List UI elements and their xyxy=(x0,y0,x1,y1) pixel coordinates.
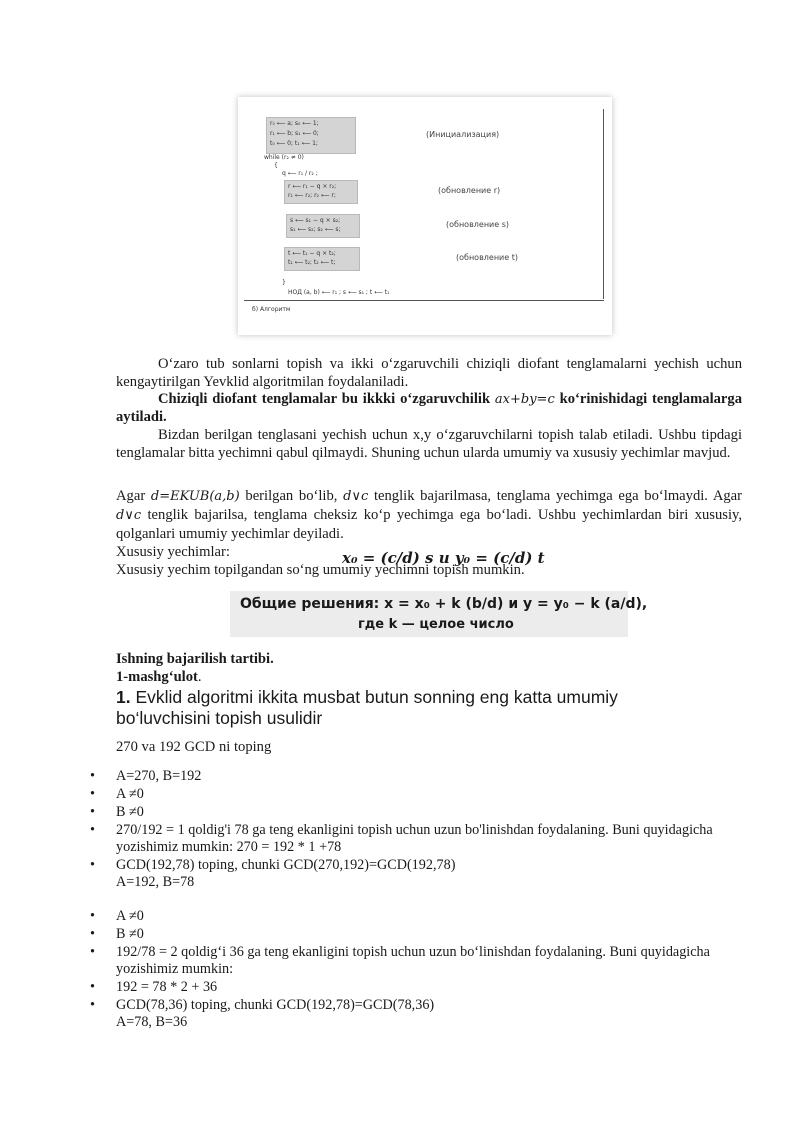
list-item xyxy=(90,926,730,943)
exercise-heading-dot: . xyxy=(197,669,202,685)
brace-open: { xyxy=(274,162,278,169)
list-item xyxy=(90,997,730,1031)
condition-text-c: tenglik bajarilmasa, tenglama yechimga ega bo‘lmaydi. Agar xyxy=(373,488,743,504)
step-result: A=78, B=36 xyxy=(116,1014,188,1030)
bullet: • xyxy=(90,804,95,820)
general-equation: Общие решения: x = x₀ + k (b/d) и y = y₀ − k (a/d), xyxy=(240,596,648,612)
init-row-2: r₁ ⟵ b; s₁ ⟵ 0; xyxy=(270,130,319,137)
task-line: 270 va 192 GCD ni toping xyxy=(116,739,272,755)
bullet: • xyxy=(90,926,95,942)
list-item xyxy=(90,857,730,891)
definition-text-b: ko‘rinishidagi tenglamalarga aytiladi. xyxy=(116,391,742,425)
r-line-2: r₁ ⟵ r₂; r₂ ⟵ r; xyxy=(288,192,336,199)
result-line: НОД (a, b) ⟵ r₁ ; s ⟵ s₁ ; t ⟵ t₁ xyxy=(288,289,390,296)
init-row-1: r₀ ⟵ a; s₀ ⟵ 1; xyxy=(270,120,319,127)
step-text: GCD(192,78) toping, chunki GCD(270,192)=GCD(192,78) xyxy=(116,857,456,873)
list-item xyxy=(90,979,730,996)
step-text: 270/192 = 1 qoldig'i 78 ga teng ekanligini topish uchun uzun bo'linishdan foydalaning. Buni quyidagicha yozishimiz mumkin: 270 = 192 * 1 +78 xyxy=(116,822,713,855)
bullet: • xyxy=(90,822,95,838)
paragraph-definition xyxy=(116,391,742,426)
steps-list-a xyxy=(90,768,730,891)
r-line-1: r ⟵ r₁ − q × r₂; xyxy=(288,183,337,190)
figure-caption: б) Алгоритм xyxy=(252,306,291,313)
general-equation-note: где k — целое число xyxy=(358,617,514,632)
step-text: 192/78 = 2 qoldig‘i 36 ga teng ekanligini topish uchun uzun bo‘linishdan foydalaning. Buni quyidagicha yozishimiz mumkin: xyxy=(116,944,710,977)
while-line: while (r₂ ≠ 0) xyxy=(264,154,304,161)
algorithm-figure xyxy=(238,97,612,335)
section-number: 1. xyxy=(116,687,131,707)
condition-formula-3: d∨c xyxy=(116,508,142,523)
particular-equation: x₀ = (c/d) s и y₀ = (c/d) t xyxy=(342,549,545,567)
section-heading xyxy=(116,687,656,729)
init-row-3: t₀ ⟵ 0; t₁ ⟵ 1; xyxy=(270,140,318,147)
paragraph-intro: O‘zaro tub sonlarni topish va ikki o‘zgaruvchili chiziqli diofant tenglamalarni yechish uchun kengaytirilgan Yevklid algoritmilan foydalaniladi. xyxy=(116,356,742,390)
section-title: Evklid algoritmi ikkita musbat butun sonning eng katta umumiy bo‘luvchisini topish usulidir xyxy=(116,687,618,728)
definition-text-a: Chiziqli diofant tenglamalar bu ikkki o‘zgaruvchilik xyxy=(158,391,491,407)
step-text: B ≠0 xyxy=(116,804,144,820)
brace-close: } xyxy=(282,279,286,286)
list-item xyxy=(90,822,730,856)
exercise-heading xyxy=(116,669,202,686)
condition-formula-2: d∨c xyxy=(343,489,369,504)
bullet: • xyxy=(90,997,95,1013)
general-intro: Xususiy yechim topilgandan so‘ng umumiy yechimni topish mumkin. xyxy=(116,562,525,578)
update-s-label: (обновление s) xyxy=(446,220,510,229)
step-text: A ≠0 xyxy=(116,908,144,924)
init-label: (Инициализация) xyxy=(426,130,500,139)
list-item xyxy=(90,908,730,925)
bullet: • xyxy=(90,944,95,960)
bullet: • xyxy=(90,786,95,802)
figure-border-right xyxy=(603,109,604,299)
condition-formula-1: d=EKUB(a,b) xyxy=(150,489,240,504)
condition-text-b: berilgan bo‘lib, xyxy=(245,488,338,504)
exercise-heading-text: 1-mashg‘ulot xyxy=(116,669,198,685)
list-item xyxy=(90,786,730,803)
general-solution-box xyxy=(230,591,648,637)
s-line-1: s ⟵ s₁ − q × s₂; xyxy=(290,217,341,224)
condition-text-a: Agar xyxy=(116,488,146,504)
definition-formula: ax+by=c xyxy=(494,392,555,407)
steps-list-b xyxy=(90,908,730,1031)
figure-border-bottom xyxy=(244,300,604,301)
paragraph-condition xyxy=(116,487,742,543)
update-r-label: (обновление r) xyxy=(438,186,501,195)
step-text: A ≠0 xyxy=(116,786,144,802)
step-text: A=270, B=192 xyxy=(116,768,202,784)
procedure-heading: Ishning bajarilish tartibi. xyxy=(116,651,274,667)
bullet: • xyxy=(90,768,95,784)
list-item xyxy=(90,768,730,785)
bullet: • xyxy=(90,979,95,995)
paragraph-solutions: Bizdan berilgan tenglasani yechish uchun x,y o‘zgaruvchilarni topish talab etiladi. Ushbu tipdagi tenglamalar bitta yechimni qabul qilmaydi. Shuning uchun ularda umumiy va xususiy yechimlar mavjud. xyxy=(116,427,742,461)
bullet: • xyxy=(90,857,95,873)
step-text: GCD(78,36) toping, chunki GCD(192,78)=GCD(78,36) xyxy=(116,997,435,1013)
list-item xyxy=(90,804,730,821)
step-text: B ≠0 xyxy=(116,926,144,942)
bullet: • xyxy=(90,908,95,924)
q-line: q ⟵ r₁ / r₂ ; xyxy=(282,170,318,177)
t-line-1: t ⟵ t₁ − q × t₂; xyxy=(288,250,336,257)
condition-text-d: tenglik bajarilsa, tenglama cheksiz ko‘p yechimga ega bo‘ladi. Ushbu yechimlardan biri xususiy, qolganlari umumiy yechimlar deyiladi. xyxy=(116,507,742,542)
update-t-label: (обновление t) xyxy=(456,253,518,262)
t-line-2: t₁ ⟵ t₂; t₂ ⟵ t; xyxy=(288,259,336,266)
step-result: A=192, B=78 xyxy=(116,874,195,890)
particular-label: Xususiy yechimlar: xyxy=(116,544,230,560)
list-item xyxy=(90,944,730,978)
s-line-2: s₁ ⟵ s₂; s₂ ⟵ s; xyxy=(290,226,341,233)
step-text: 192 = 78 * 2 + 36 xyxy=(116,979,218,995)
